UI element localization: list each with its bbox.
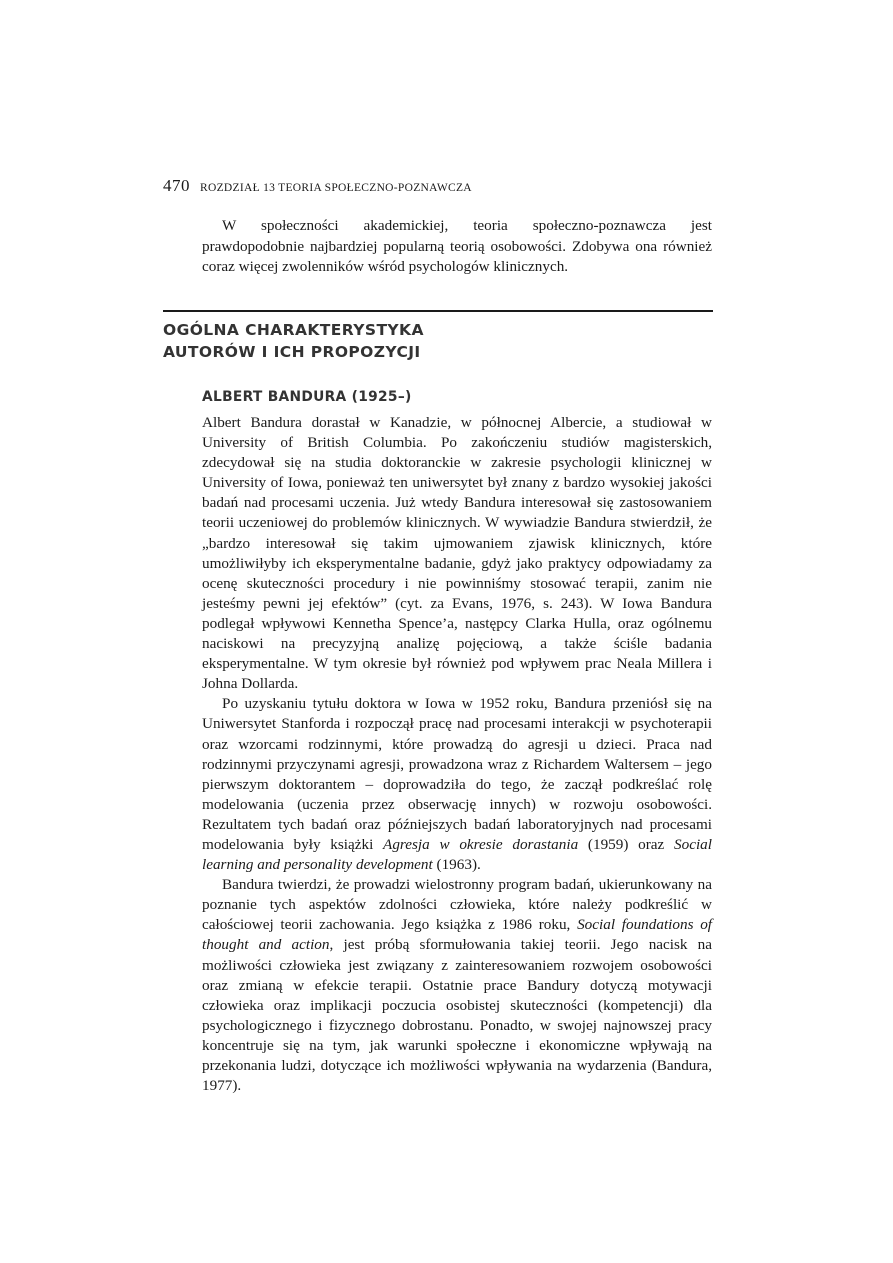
- text-segment: (1963).: [432, 856, 481, 874]
- section-heading-line-2: AUTORÓW I ICH PROPOZYCJI: [163, 343, 421, 361]
- text-segment: Albert Bandura dorastał w Kanadzie, w północnej Albercie, a studiował w University of British Columbia. Po zakończeniu studiów magisterskich, zdecydował się na studia doktoranckie w zakresie psychologii klinicznej w University of Iowa, ponieważ ten uniwersytet był znany z bardzo wysokiej jakości badań nad procesami uczenia. Już wtedy Bandura interesował się zastosowaniem teorii uczeniowej do problemów klinicznych. W wywiadzie Bandura stwierdził, że „bardzo interesował się takim ujmowaniem zjawisk klinicznych, które umożliwiłyby ich eksperymentalne badanie, gdyż jako praktycy odpowiadamy za ocenę skuteczności procedury i nie powinniśmy stosować terapii, zanim nie jesteśmy pewni jej efektów” (cyt. za Evans, 1976, s. 243). W Iowa Bandura podlegał wpływowi Kennetha Spence’a, następcy Clarka Hulla, oraz ogólnemu naciskowi na precyzyjną analizę pojęciową, a także ściśle badania eksperymentalne. W tym okresie był również pod wpływem prac Neala Millera i Johna Dollarda.: [202, 414, 712, 693]
- section-heading: [163, 319, 563, 363]
- book-title: Agresja w okresie dorastania: [383, 835, 579, 853]
- running-head: [163, 176, 723, 196]
- text-segment: (1959) oraz: [578, 835, 675, 853]
- body-paragraph: [202, 875, 712, 1096]
- book-title: Social foundations of thought and action: [202, 916, 713, 954]
- text-segment: Bandura twierdzi, że prowadzi wielostronny program badań, ukierunkowany na poznanie tych aspektów zdolności człowieka, które należy podkreślić w całościowej teorii zachowania. Jego książka z 1986 roku,: [202, 876, 712, 934]
- text-segment: Po uzyskaniu tytułu doktora w Iowa w 1952 roku, Bandura przeniósł się na Uniwersytet Stanforda i rozpoczął pracę nad procesami interakcji w psychoterapii oraz wzorcami rodzinnymi, które prowadzą do agresji u dzieci. Praca nad rodzinnymi przyczynami agresji, prowadzona wraz z Richardem Waltersem – jego pierwszym doktorantem – doprowadziła do tego, że zaczął podkreślać rolę modelowania (uczenia przez obserwację innych) w rozwoju osobowości. Rezultatem tych badań oraz późniejszych badań laboratoryjnych nad procesami modelowania były książki: [202, 695, 712, 853]
- body-text: [202, 413, 712, 1096]
- section-heading-line-1: OGÓLNA CHARAKTERYSTYKA: [163, 321, 424, 339]
- subsection-heading: ALBERT BANDURA (1925–): [202, 389, 412, 405]
- text-segment: , jest próbą sformułowania takiej teorii. Jego nacisk na możliwości człowieka jest związany z zainteresowaniem rozwojem osobowości oraz zmianą w efekcie terapii. Ostatnie prace Bandury dotyczą motywacji człowieka oraz implikacji poczucia osobistej skuteczności (kompetencji) dla psychologicznego i fizycznego dobrostanu. Ponadto, w swojej najnowszej pracy koncentruje się na tym, jak warunki społeczne i ekonomiczne wpływają na przekonania ludzi, dotyczące ich możliwości wpływania na wydarzenia (Bandura, 1977).: [202, 936, 712, 1095]
- page-number: 470: [163, 176, 190, 195]
- intro-paragraph: W społeczności akademickiej, teoria społeczno-poznawcza jest prawdopodobnie najbardziej popularną teorią osobowości. Zdobywa ona również coraz więcej zwolenników wśród psychologów klinicznych.: [202, 217, 712, 275]
- section-divider: [163, 310, 713, 312]
- body-paragraph: [202, 694, 712, 875]
- chapter-title: ROZDZIAŁ 13 TEORIA SPOŁECZNO-POZNAWCZA: [200, 182, 472, 194]
- book-title: Social learning and personality development: [202, 835, 712, 874]
- body-paragraph: [202, 413, 712, 694]
